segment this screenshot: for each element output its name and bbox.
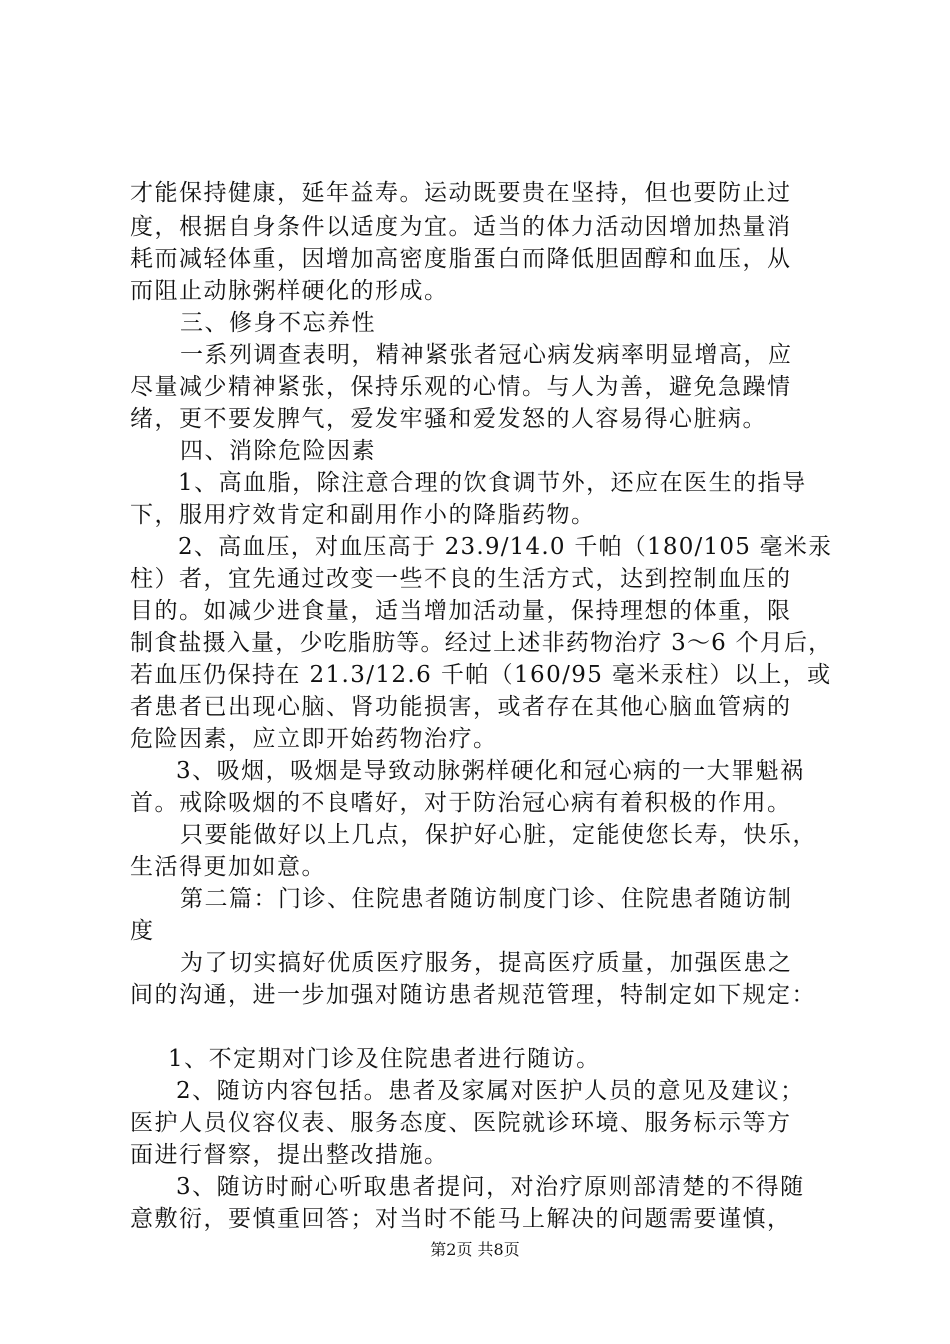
section-heading: 四、消除危险因素: [180, 438, 376, 464]
text-line: 尽量减少精神紧张，保持乐观的心情。与人为善，避免急躁情: [130, 374, 792, 400]
text-line: 医护人员仪容仪表、服务态度、医院就诊环境、服务标示等方: [130, 1110, 792, 1136]
text-line: 只要能做好以上几点，保护好心脏，定能使您长寿，快乐，: [180, 822, 817, 848]
text-line: 1、高血脂，除注意合理的饮食调节外，还应在医生的指导: [178, 470, 807, 496]
text-line: 而阻止动脉粥样硬化的形成。: [130, 278, 449, 304]
text-line: 绪，更不要发脾气，爱发牢骚和爱发怒的人容易得心脏病。: [130, 406, 767, 432]
text-line: 首。戒除吸烟的不良嗜好，对于防治冠心病有着积极的作用。: [130, 790, 792, 816]
text-line: 柱）者，宜先通过改变一些不良的生活方式，达到控制血压的: [130, 566, 792, 592]
text-line: 为了切实搞好优质医疗服务，提高医疗质量，加强医患之: [180, 950, 793, 976]
text-line: 危险因素，应立即开始药物治疗。: [130, 726, 498, 752]
text-line: 生活得更加如意。: [130, 854, 326, 880]
text-line: 耗而减轻体重，因增加高密度脂蛋白而降低胆固醇和血压，从: [130, 246, 792, 272]
text-line: 1、不定期对门诊及住院患者进行随访。: [168, 1046, 601, 1072]
chapter-heading: 度: [130, 918, 155, 944]
section-heading: 三、修身不忘养性: [180, 310, 376, 336]
text-line: 一系列调查表明，精神紧张者冠心病发病率明显增高，应: [180, 342, 793, 368]
text-line: 才能保持健康，延年益寿。运动既要贵在坚持，但也要防止过: [130, 180, 792, 206]
text-line: 度，根据自身条件以适度为宜。适当的体力活动因增加热量消: [130, 214, 792, 240]
text-line: 制食盐摄入量，少吃脂肪等。经过上述非药物治疗 3～6 个月后，: [130, 630, 833, 656]
chapter-heading: 第二篇：门诊、住院患者随访制度门诊、住院患者随访制: [180, 886, 793, 912]
text-line: 意敷衍，要慎重回答；对当时不能马上解决的问题需要谨慎，: [130, 1206, 792, 1232]
text-line: 2、高血压，对血压高于 23.9/14.0 千帕（180/105 毫米汞: [178, 534, 833, 560]
text-line: 间的沟通，进一步加强对随访患者规范管理，特制定如下规定：: [130, 982, 816, 1008]
text-line: 3、吸烟，吸烟是导致动脉粥样硬化和冠心病的一大罪魁祸: [176, 758, 805, 784]
text-line: 3、随访时耐心听取患者提问，对治疗原则部清楚的不得随: [176, 1174, 805, 1200]
text-line: 目的。如减少进食量，适当增加活动量，保持理想的体重，限: [130, 598, 792, 624]
text-line: 若血压仍保持在 21.3/12.6 千帕（160/95 毫米汞柱）以上，或: [130, 662, 832, 688]
page-footer: 第2页 共8页: [430, 1240, 520, 1259]
text-line: 面进行督察，提出整改措施。: [130, 1142, 449, 1168]
text-line: 2、随访内容包括。患者及家属对医护人员的意见及建议；: [176, 1078, 805, 1104]
text-line: 下，服用疗效肯定和副用作小的降脂药物。: [130, 502, 596, 528]
text-line: 者患者已出现心脑、肾功能损害，或者存在其他心脑血管病的: [130, 694, 792, 720]
